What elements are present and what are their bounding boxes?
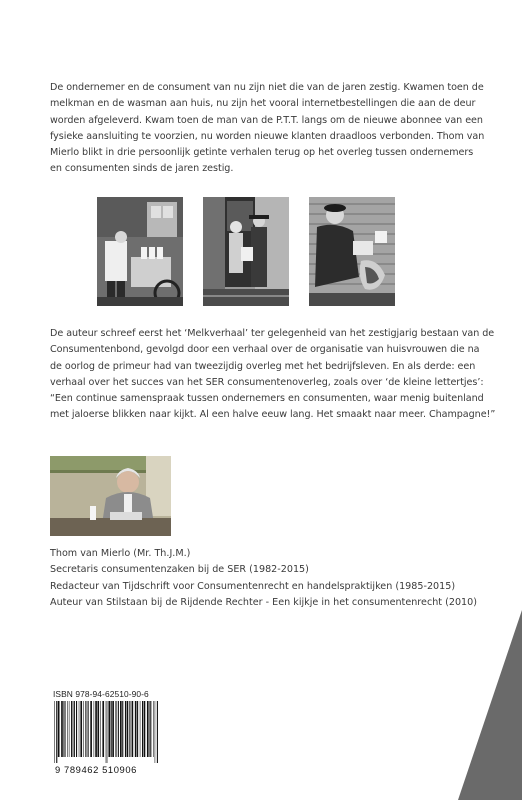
barcode-digits: 9 789462 510906 [55,764,137,775]
barcode-bar [149,701,150,757]
ptt-technician-photo [309,197,395,306]
barcode-bar [155,701,156,763]
barcode-bar [88,701,89,757]
barcode-bar [135,701,137,757]
barcode-bar [97,701,99,757]
barcode-bar [61,701,63,757]
intro-paragraph [50,80,485,178]
barcode-bar [64,701,65,757]
barcode-bar [74,701,75,757]
barcode-bar [120,701,122,757]
barcode-bar [58,701,60,757]
barcode-bar [83,701,84,757]
bio-line-author: Auteur van Stilstaan bij de Rijdende Rechter - Een kijkje in het consumentenrecht (2010) [50,596,478,608]
barcode-bar [125,701,126,757]
barcode-bar [63,701,64,757]
barcode-bar [106,701,107,763]
intro-line: worden afgeleverd. Kwam toen de man van de P.T.T. langs om de nieuwe abonnee van een [50,114,483,126]
barcode-bar [76,701,77,757]
author-bio [50,546,490,611]
barcode-bar [112,701,114,757]
barcode-bar [69,701,70,757]
story-line: verhaal over het succes van het SER consumentenoverleg, zoals over ‘de kleine lettertjes’: [50,376,484,388]
barcode-bar [153,701,154,757]
barcode-bar [122,701,123,757]
barcode-bar [94,701,95,757]
barcode-bar [132,701,134,757]
barcode-bar [137,701,138,757]
intro-line: melkman en de wasman aan huis, nu zijn het vooral internetbestellingen die aan de deur [50,98,476,110]
barcode-bar [79,701,80,757]
story-line: “Een continue samenspraak tussen ondernemers en consumenten, waar menig buitenland [50,393,484,405]
isbn-barcode-block [50,689,171,789]
barcode-bar [118,701,119,757]
barcode-bar [85,701,86,757]
barcode-bar [157,701,158,763]
story-line: de oorlog de primeur had van tweezijdig overleg met het bedrijfsleven. En als derde: een [50,360,476,372]
intro-line: De ondernemer en de consument van nu zijn niet die van de jaren zestig. Kwamen toen de [50,82,484,93]
story-line: Consumentenbond, gevolgd door een verhaal over de organisatie van huisvrouwen die na [50,344,480,356]
story-line: met jaloerse blikken naar kijkt. Al een halve eeuw lang. Het smaakt naar meer. Champagne!” [50,409,496,421]
intro-line: fysieke aansluiting te voorzien, nu worden nieuwe klanten draadloos verbonden. Thom van [50,130,485,142]
barcode-bar [56,701,57,763]
barcode-bar [71,701,72,757]
story-line: De auteur schreef eerst het ‘Melkverhaal’ ter gelegenheid van het zestigjarig bestaan van de [50,328,495,339]
intro-line: Mierlo blikt in drie persoonlijk getinte verhalen terug op het overleg tussen ondernemers [50,147,474,159]
barcode-bar [127,701,129,757]
barcode-bar [150,701,151,757]
barcode-bar [115,701,116,757]
milkman-photo [97,197,183,306]
intro-line: en consumenten sinds de jaren zestig. [50,163,234,175]
barcode-bar [90,701,92,757]
author-photo [50,456,171,536]
barcode-bar [140,701,141,757]
bio-line-editor: Redacteur van Tijdschrift voor Consumentenrecht en handelspraktijken (1985-2015) [50,580,456,592]
barcode-bar [100,701,101,757]
barcode-bar [111,701,112,757]
barcode-bar [80,701,82,757]
barcode-bar [73,701,74,757]
bio-line-role: Secretaris consumentenzaken bij de SER (1982-2015) [50,564,309,576]
isbn-label: ISBN 978-94-62510-90-6 [53,689,149,699]
barcode-bar [107,701,108,763]
barcode-bar [147,701,149,757]
barcode-icon [52,701,170,763]
doorstep-photo [203,197,289,306]
story-paragraph [50,326,496,424]
barcode-bar [144,701,146,757]
barcode-bar [116,701,117,757]
barcode-bar [95,701,97,757]
publisher-logo-strip [458,610,522,800]
barcode-bar [54,701,55,763]
barcode-bar [129,701,130,757]
barcode-bar [108,701,110,757]
bio-line-name: Thom van Mierlo (Mr. Th.J.M.) [50,548,191,559]
barcode-bar [67,701,68,757]
barcode-bar [102,701,104,757]
barcode-bar [142,701,143,757]
